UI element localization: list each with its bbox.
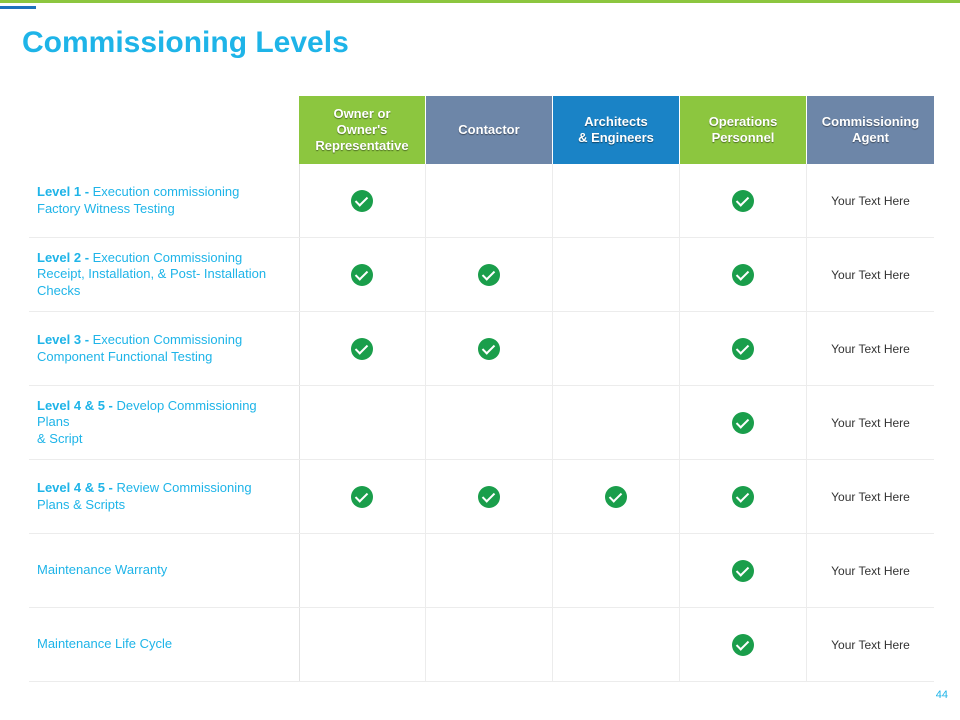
check-circle-icon bbox=[732, 486, 754, 508]
row-description: Execution Commissioning Receipt, Installation, & Post- Installation Checks bbox=[37, 249, 267, 298]
column-header-contactor: Contactor bbox=[426, 96, 553, 164]
table-row bbox=[29, 312, 934, 386]
top-rule bbox=[0, 0, 960, 3]
check-circle-icon bbox=[351, 486, 373, 508]
check-circle-icon bbox=[732, 412, 754, 434]
check-cell bbox=[426, 386, 553, 460]
check-cell bbox=[426, 460, 553, 534]
check-cell bbox=[299, 608, 426, 682]
check-cell bbox=[299, 534, 426, 608]
check-cell bbox=[299, 238, 426, 312]
check-cell bbox=[680, 386, 807, 460]
row-level: Level 1 - bbox=[37, 184, 93, 199]
check-circle-icon bbox=[351, 264, 373, 286]
check-cell bbox=[426, 238, 553, 312]
check-circle-icon bbox=[351, 338, 373, 360]
check-circle-icon bbox=[351, 190, 373, 212]
header-row bbox=[29, 96, 934, 164]
row-label bbox=[29, 312, 299, 386]
page-number: 44 bbox=[935, 689, 948, 701]
commissioning-table bbox=[29, 96, 934, 682]
agent-text: Your Text Here bbox=[807, 608, 935, 682]
check-circle-icon bbox=[478, 264, 500, 286]
table-row bbox=[29, 164, 934, 238]
row-level: Level 4 & 5 - bbox=[37, 397, 117, 413]
check-cell bbox=[553, 164, 680, 238]
row-description: Develop Commissioning Plans & Script bbox=[37, 397, 257, 446]
table-row bbox=[29, 386, 934, 460]
check-cell bbox=[553, 460, 680, 534]
check-circle-icon bbox=[732, 634, 754, 656]
table-row bbox=[29, 608, 934, 682]
column-header-operations: Operations Personnel bbox=[680, 96, 807, 164]
table-row bbox=[29, 238, 934, 312]
top-accent-bar bbox=[0, 6, 36, 9]
check-cell bbox=[553, 238, 680, 312]
row-level: Level 3 - bbox=[37, 332, 93, 347]
column-header-owner: Owner or Owner's Representative bbox=[299, 96, 426, 164]
row-level: Level 4 & 5 - bbox=[37, 480, 117, 495]
table-row bbox=[29, 534, 934, 608]
row-label bbox=[29, 164, 299, 238]
agent-text: Your Text Here bbox=[807, 386, 935, 460]
row-label bbox=[29, 460, 299, 534]
check-cell bbox=[680, 460, 807, 534]
check-cell bbox=[299, 460, 426, 534]
row-description: Maintenance Life Cycle bbox=[37, 636, 173, 652]
check-cell bbox=[553, 386, 680, 460]
table-body bbox=[29, 164, 934, 682]
row-description: Execution commissioning Factory Witness Testing bbox=[37, 184, 240, 216]
row-description: Maintenance Warranty bbox=[37, 562, 168, 578]
check-cell bbox=[680, 164, 807, 238]
agent-text: Your Text Here bbox=[807, 312, 935, 386]
row-description: Execution Commissioning Component Functional Testing bbox=[37, 332, 243, 364]
agent-text: Your Text Here bbox=[807, 534, 935, 608]
row-label bbox=[29, 386, 299, 460]
check-cell bbox=[553, 534, 680, 608]
row-label bbox=[29, 534, 299, 608]
page-title: Commissioning Levels bbox=[22, 26, 349, 59]
row-description: Review Commissioning Plans & Scripts bbox=[37, 480, 252, 512]
agent-text: Your Text Here bbox=[807, 164, 935, 238]
agent-text: Your Text Here bbox=[807, 238, 935, 312]
check-cell bbox=[299, 164, 426, 238]
row-level: Level 2 - bbox=[37, 249, 93, 265]
header-corner bbox=[29, 96, 299, 164]
check-cell bbox=[680, 238, 807, 312]
column-header-architects: Architects & Engineers bbox=[553, 96, 680, 164]
column-header-agent: Commissioning Agent bbox=[807, 96, 935, 164]
check-cell bbox=[553, 312, 680, 386]
check-cell bbox=[299, 386, 426, 460]
check-circle-icon bbox=[478, 486, 500, 508]
check-cell bbox=[680, 312, 807, 386]
check-cell bbox=[299, 312, 426, 386]
row-label bbox=[29, 608, 299, 682]
check-circle-icon bbox=[732, 190, 754, 212]
check-cell bbox=[553, 608, 680, 682]
check-cell bbox=[426, 164, 553, 238]
table-row bbox=[29, 460, 934, 534]
check-cell bbox=[426, 312, 553, 386]
check-circle-icon bbox=[478, 338, 500, 360]
check-circle-icon bbox=[732, 338, 754, 360]
row-label bbox=[29, 238, 299, 312]
check-circle-icon bbox=[605, 486, 627, 508]
check-cell bbox=[426, 534, 553, 608]
check-cell bbox=[680, 534, 807, 608]
check-cell bbox=[680, 608, 807, 682]
check-circle-icon bbox=[732, 560, 754, 582]
check-cell bbox=[426, 608, 553, 682]
check-circle-icon bbox=[732, 264, 754, 286]
agent-text: Your Text Here bbox=[807, 460, 935, 534]
